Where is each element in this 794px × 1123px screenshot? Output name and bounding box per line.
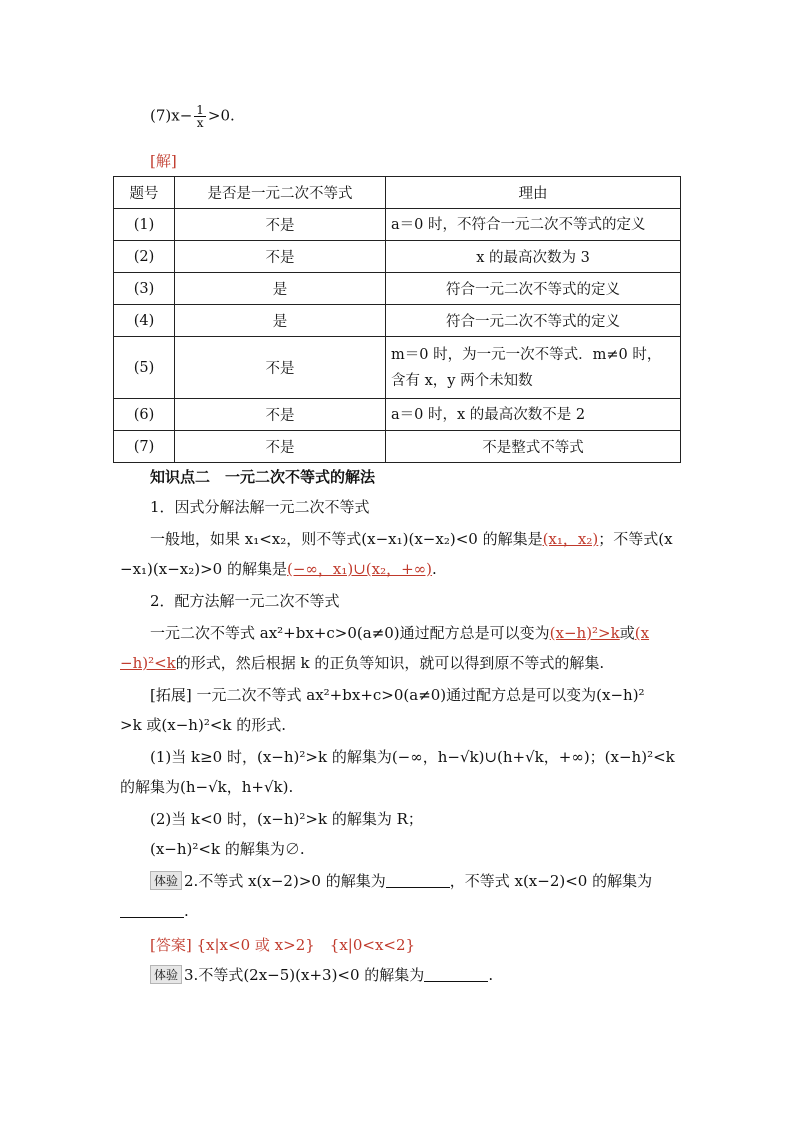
text: . [488,966,494,984]
answer-blank [424,967,488,982]
extension-label: [拓展] [150,686,192,704]
row-number: (2) [114,241,175,273]
fraction-numerator: 1 [196,103,204,117]
exercise-tag: 体验 [150,965,182,984]
table-row [114,273,681,305]
extension-line-2: >k 或(x−h)²<k 的形式. [120,716,287,734]
row-reason [386,337,681,399]
text: −x₁)(x−x₂)>0 的解集是 [120,560,287,578]
row-reason: 不是整式不等式 [386,431,681,463]
item-7-suffix: >0. [207,106,235,125]
answer-label: [答案] [150,936,192,954]
subheading-factorization: 1．因式分解法解一元二次不等式 [150,498,370,516]
row-reason-line-1: m＝0 时，为一元一次不等式．m≠0 时， [391,346,662,363]
table-row [114,431,681,463]
table-row [114,399,681,431]
text: ，不等式 x(x−2)<0 的解集为 [449,872,653,890]
paragraph-completing-line-1 [150,622,649,643]
answer-form: (x−h)²>k [549,624,620,642]
row-number: (7) [114,431,175,463]
extension-case-1: (1)当 k≥0 时，(x−h)²>k 的解集为(−∞，h−√k)∪(h+√k，+∞)；(x−h)²<k [150,748,675,766]
table-header-row [114,177,681,209]
item-7 [150,104,235,129]
answer-interval: (x₁，x₂) [542,530,599,548]
extension-case-2: (2)当 k<0 时，(x−h)²>k 的解集为 R； [150,810,423,828]
paragraph-factorization-line-2 [120,558,437,579]
extension-line-1 [150,684,645,705]
row-is-quadratic: 不是 [175,209,386,241]
text: 一般地，如果 x₁<x₂，则不等式(x−x₁)(x−x₂)<0 的解集是 [150,530,543,548]
solution-label: [解] [150,152,177,170]
answer-blank [386,873,450,888]
text: 2.不等式 x(x−2)>0 的解集为 [184,872,386,890]
text: 的形式，然后根据 k 的正负等知识，就可以得到原不等式的解集. [175,654,605,672]
table-row [114,305,681,337]
paragraph-completing-line-2 [120,652,604,673]
row-is-quadratic: 不是 [175,337,386,399]
reasons-table [113,176,681,463]
row-is-quadratic: 不是 [175,241,386,273]
row-number: (5) [114,337,175,399]
extension-case-2-cont: (x−h)²<k 的解集为∅. [150,840,305,858]
row-number: (1) [114,209,175,241]
text: 3.不等式(2x−5)(x+3)<0 的解集为 [184,966,425,984]
row-number: (6) [114,399,175,431]
section-heading: 知识点二 一元二次不等式的解法 [150,468,376,486]
row-number: (3) [114,273,175,305]
exercise-2-cont [120,902,189,920]
exercise-3 [150,964,493,985]
text: 一元二次不等式 ax²+bx+c>0(a≠0)通过配方总是可以变为 [150,624,550,642]
row-reason: x 的最高次数为 3 [386,241,681,273]
answer-text: {x|x<0 或 x>2} {x|0<x<2} [196,936,416,954]
row-number: (4) [114,305,175,337]
text: . [432,560,437,578]
subheading-completing-square: 2．配方法解一元二次不等式 [150,592,340,610]
row-reason-line-2: 含有 x，y 两个未知数 [391,372,533,389]
exercise-tag: 体验 [150,871,182,890]
fraction-denominator: x [196,116,204,130]
row-is-quadratic: 不是 [175,399,386,431]
answer-blank [120,903,184,918]
row-is-quadratic: 不是 [175,431,386,463]
extension-case-1-cont: 的解集为(h−√k，h+√k). [120,778,294,796]
answer-interval: (−∞，x₁)∪(x₂，+∞) [286,560,433,578]
table-header: 是否是一元二次不等式 [175,177,386,209]
row-reason: 符合一元二次不等式的定义 [386,273,681,305]
answer-line [150,934,415,955]
row-is-quadratic: 是 [175,273,386,305]
fraction [194,104,206,129]
text: 或 [619,624,635,642]
row-reason: 符合一元二次不等式的定义 [386,305,681,337]
row-reason: a＝0 时，x 的最高次数不是 2 [386,399,681,431]
table-row [114,337,681,399]
table-header: 题号 [114,177,175,209]
item-7-prefix: (7)x− [150,106,193,125]
exercise-2 [150,870,652,891]
row-is-quadratic: 是 [175,305,386,337]
row-reason: a＝0 时，不符合一元二次不等式的定义 [386,209,681,241]
paragraph-factorization-line-1 [150,528,673,549]
text: 一元二次不等式 ax²+bx+c>0(a≠0)通过配方总是可以变为(x−h)² [196,686,645,704]
table-row [114,241,681,273]
answer-form: −h)²<k [120,654,176,672]
table-header: 理由 [386,177,681,209]
table-row [114,209,681,241]
answer-form: (x [634,624,650,642]
text: ；不等式(x [598,530,673,548]
text: . [184,902,189,920]
